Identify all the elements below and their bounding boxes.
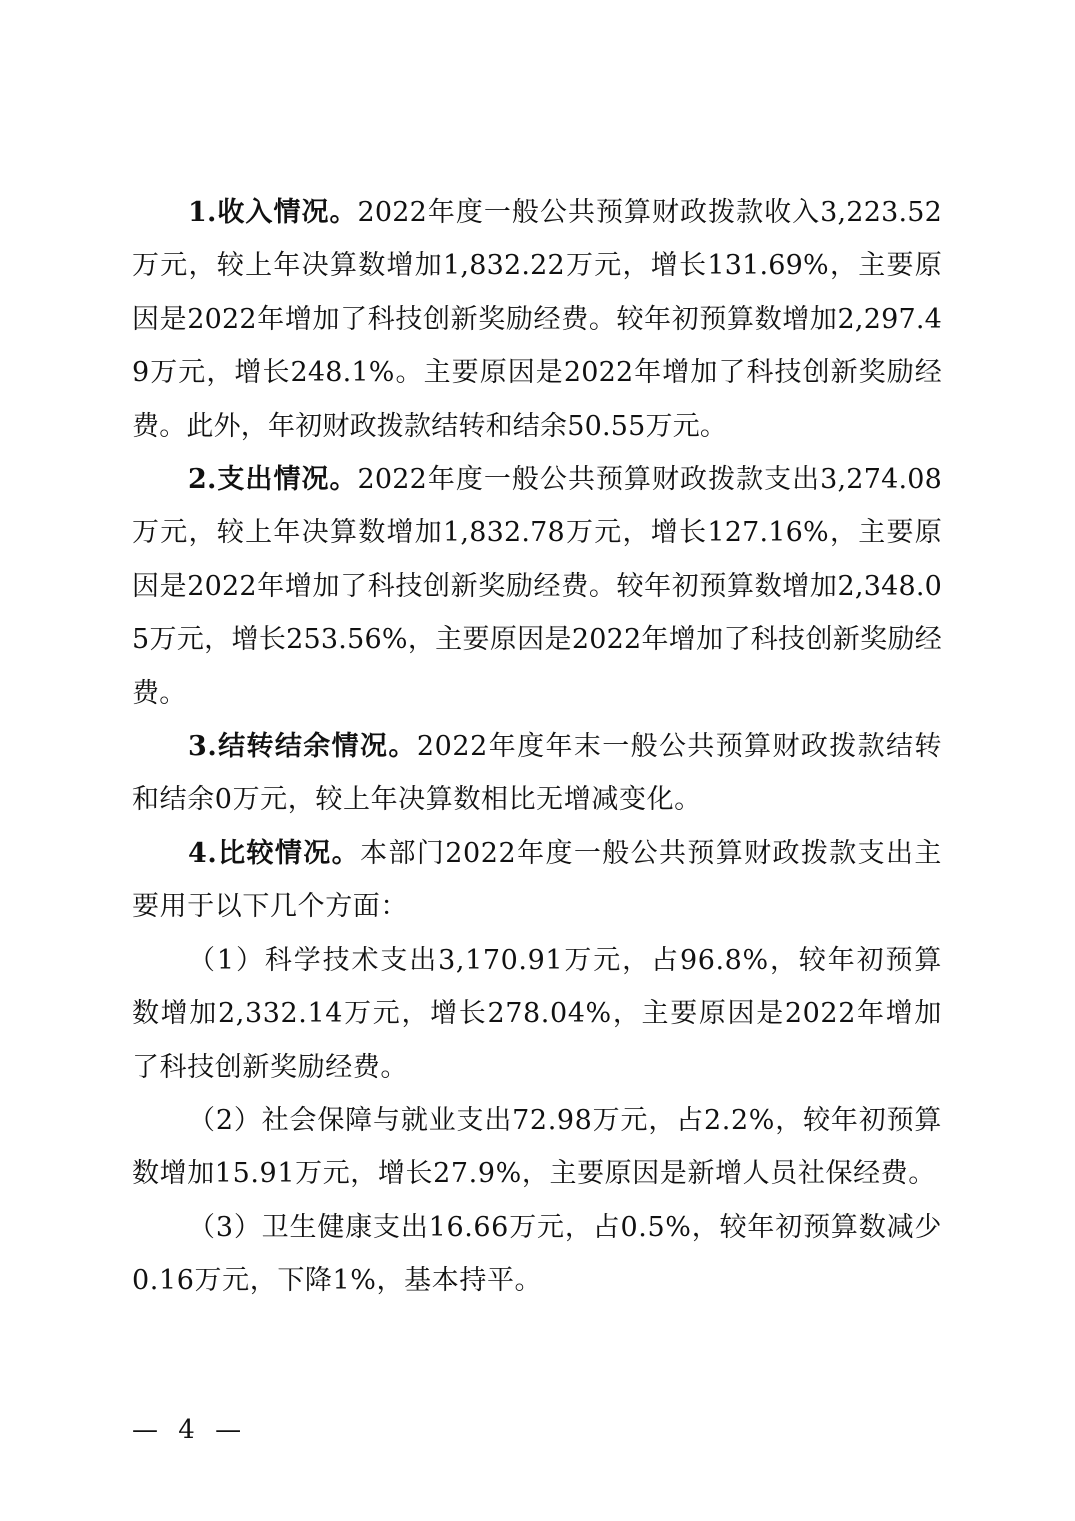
paragraph-income: [132, 186, 942, 453]
paragraph-text: 2022年度一般公共预算财政拨款收入3,223.52万元，较上年决算数增加1,832.22万元，增长131.69%，主要原因是2022年增加了科技创新奖励经费。较年初预算数增加2,297.49万元，增长248.1%。主要原因是2022年增加了科技创新奖励经费。此外，年初财政拨款结转和结余50.55万元。: [132, 197, 942, 442]
page-number: — 4 —: [132, 1415, 248, 1445]
document-body: [132, 186, 942, 1308]
paragraph-carryover: [132, 720, 942, 827]
paragraph-social-security: [132, 1094, 942, 1201]
paragraph-text: （2）社会保障与就业支出72.98万元，占2.2%，较年初预算数增加15.91万元，增长27.9%，主要原因是新增人员社保经费。: [132, 1104, 942, 1190]
paragraph-text: 2022年度一般公共预算财政拨款支出3,274.08万元，较上年决算数增加1,832.78万元，增长127.16%，主要原因是2022年增加了科技创新奖励经费。较年初预算数增加2,348.05万元，增长253.56%，主要原因是2022年增加了科技创新奖励经费。: [132, 464, 942, 709]
paragraph-text: （3）卫生健康支出16.66万元，占0.5%，较年初预算数减少0.16万元，下降1%，基本持平。: [132, 1211, 942, 1297]
paragraph-comparison: [132, 827, 942, 934]
paragraph-heading: 3.结转结余情况。: [188, 731, 417, 763]
paragraph-text: 2022年度年末一般公共预算财政拨款结转和结余0万元，较上年决算数相比无增减变化。: [132, 731, 942, 816]
paragraph-health: [132, 1201, 942, 1308]
paragraph-text: （1）科学技术支出3,170.91万元，占96.8%，较年初预算数增加2,332.14万元，增长278.04%，主要原因是2022年增加了科技创新奖励经费。: [132, 944, 942, 1083]
paragraph-text: 本部门2022年度一般公共预算财政拨款支出主要用于以下几个方面：: [132, 837, 942, 923]
paragraph-expenditure: [132, 453, 942, 720]
paragraph-heading: 2.支出情况。: [188, 464, 358, 496]
paragraph-science-tech: [132, 934, 942, 1094]
paragraph-heading: 1.收入情况。: [188, 197, 358, 228]
paragraph-heading: 4.比较情况。: [188, 837, 361, 869]
